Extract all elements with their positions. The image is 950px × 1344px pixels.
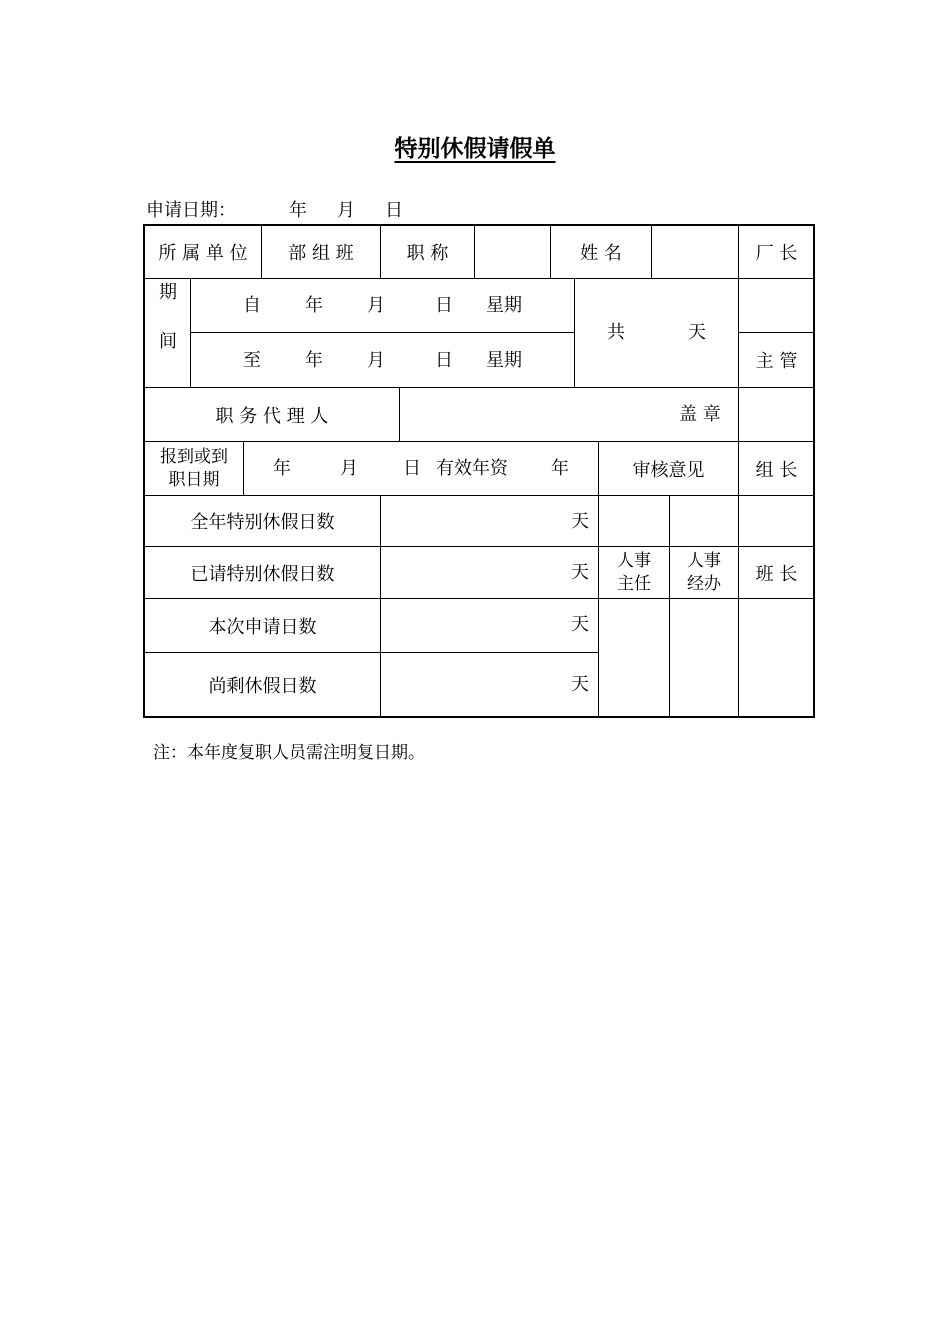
hr-director-line2: 主任 <box>617 573 651 594</box>
hr-officer-line1: 人事 <box>687 551 721 572</box>
current-request-days-label: 本次申请日数 <box>208 616 317 638</box>
total-label: 共 <box>607 322 625 343</box>
used-leave-days-unit: 天 <box>571 562 589 583</box>
to-weekday: 星期 <box>486 350 522 371</box>
used-leave-days-label: 已请特别休假日数 <box>190 563 335 585</box>
rule <box>574 278 575 387</box>
seal-label: 盖 章 <box>679 404 721 425</box>
report-date-label <box>145 442 243 495</box>
from-month: 月 <box>367 295 385 316</box>
from-weekday: 星期 <box>486 295 522 316</box>
job-title-label: 职 称 <box>406 243 449 264</box>
period-label-bottom: 间 <box>159 331 177 352</box>
to-year: 年 <box>305 350 323 371</box>
report-day: 日 <box>403 458 421 479</box>
hr-director-sign-field[interactable] <box>599 599 669 716</box>
period-label-top: 期 <box>159 282 177 303</box>
seniority-label: 有效年资 <box>436 458 508 479</box>
job-title-field[interactable] <box>475 226 550 278</box>
rule <box>380 495 381 716</box>
from-label: 自 <box>243 295 261 316</box>
apply-date-year: 年 <box>289 200 307 221</box>
report-date-line1: 报到或到 <box>160 447 228 468</box>
name-field[interactable] <box>652 226 738 278</box>
rule <box>144 278 814 279</box>
remaining-days-unit: 天 <box>571 674 589 695</box>
annual-leave-days-label: 全年特别休假日数 <box>190 512 335 533</box>
review-label: 审核意见 <box>632 459 705 481</box>
shift-leader-sign-field[interactable] <box>739 599 814 716</box>
to-day: 日 <box>435 350 453 371</box>
annual-leave-days-unit: 天 <box>571 511 589 532</box>
rule <box>243 441 244 495</box>
rule <box>190 332 574 333</box>
factory-head-label: 厂 长 <box>755 243 798 264</box>
seniority-year: 年 <box>551 458 569 479</box>
name-label: 姓 名 <box>580 243 622 264</box>
to-month: 月 <box>367 350 385 371</box>
footnote: 注：本年度复职人员需注明复日期。 <box>153 743 425 763</box>
factory-head-sign-field[interactable] <box>739 279 814 332</box>
hr-officer-sign-field[interactable] <box>670 599 738 716</box>
report-month: 月 <box>340 458 358 479</box>
shift-leader-label: 班 长 <box>755 563 798 585</box>
hr-director-label <box>599 547 669 598</box>
rule <box>399 387 400 441</box>
to-label: 至 <box>243 350 261 371</box>
team-leader-label: 组 长 <box>755 459 798 481</box>
hr-officer-label <box>670 547 738 598</box>
unit-label: 所 属 单 位 <box>158 243 248 264</box>
apply-date-day: 日 <box>385 200 403 221</box>
report-year: 年 <box>273 458 291 479</box>
from-year: 年 <box>305 295 323 316</box>
supervisor-sign-field[interactable] <box>739 388 814 441</box>
page-title: 特别休假请假单 <box>394 136 556 162</box>
total-days-unit: 天 <box>688 322 706 343</box>
report-date-line2: 职日期 <box>168 469 220 490</box>
supervisor-label: 主 管 <box>755 351 798 372</box>
hr-officer-line2: 经办 <box>687 573 721 594</box>
agent-label: 职 务 代 理 人 <box>215 405 329 427</box>
current-request-days-unit: 天 <box>571 614 589 635</box>
apply-date-month: 月 <box>337 200 355 221</box>
rule <box>190 278 191 387</box>
from-day: 日 <box>435 295 453 316</box>
apply-date-label: 申请日期： <box>146 200 236 221</box>
dept-label: 部 组 班 <box>288 243 354 264</box>
hr-director-line1: 人事 <box>617 551 651 572</box>
remaining-days-label: 尚剩休假日数 <box>208 675 317 697</box>
